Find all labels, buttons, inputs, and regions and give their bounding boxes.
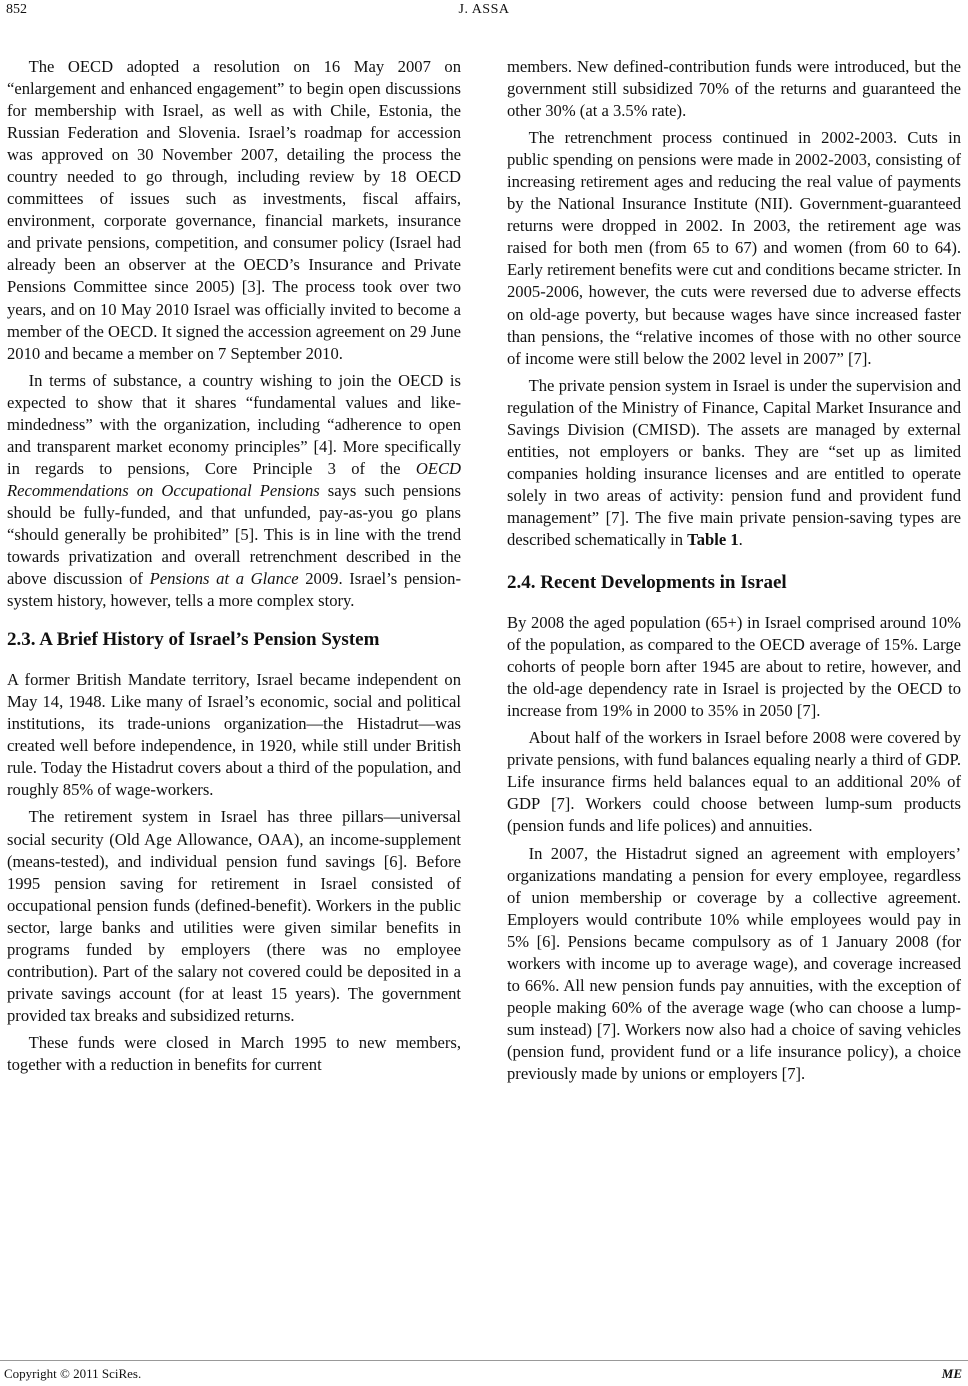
journal-abbreviation: ME <box>941 1366 962 1381</box>
paragraph: members. New defined-contribution funds were introduced, but the government still subsidized 70% of the returns and guaranteed the other 30% (at a 3.5% rate). <box>507 57 961 121</box>
paragraph: About half of the workers in Israel before 2008 were covered by private pensions, with fund balances equaling nearly a third of GDP. Life insurance firms held balances equal to an additional 20% of GDP [7]. Workers could choose between lump-sum products (pension funds and life polices) and annuities. <box>507 728 961 836</box>
paragraph: The OECD adopted a resolution on 16 May 2007 on “enlargement and enhanced engagement” to begin open discussions for membership with Israel, as well as with Chile, Estonia, the Russian Federation and Slovenia. Israel’s roadmap for accession was approved on 30 November 2007, detailing the process the country needed to go through, including review by 18 OECD committees of issues such as investments, fiscal affairs, environment, corporate governance, financial markets, insurance and private pensions, competition, and consumer policy (Israel had already been an observer at the OECD’s Insurance and Private Pensions Committee since 2005) [3]. The process took over two years, and on 10 May 2010 Israel was officially invited to become a member of the OECD. It signed the accession agreement on 29 June 2010 and became a member on 7 September 2010. <box>7 57 461 363</box>
paragraph: The private pension system in Israel is under the supervision and regulation of the Ministry of Finance, Capital Market Insurance and Savings Division (CMISD). The assets are managed by external entities, not employers or banks. They are “set up as limited companies holding insurance licenses and are entitled to operate solely in two areas of activity: pension fund and provident fund management” [7]. The five main private pension-saving types are described schematically in Table 1. <box>507 375 961 549</box>
paragraph: In terms of substance, a country wishing to join the OECD is expected to show that it shares “fundamental values and like-mindedness” with the organization, including “adherence to open and transparent market economy principles” [4]. More specifically in regards to pensions, Core Principle 3 of the OECD Recommendations on Occupational Pensions says such pensions should be fully-funded, and that unfunded, pay-as-you go plans “should generally be prohibited” [5]. This is in line with the trend towards privatization and overall retrenchment described in the above discussion of Pensions at a Glance 2009. Israel’s pension-system history, however, tells a more complex story. <box>7 370 461 611</box>
section-heading: 2.4. Recent Developments in Israel <box>507 572 787 594</box>
footer-divider <box>0 1360 968 1361</box>
table-reference: Table 1 <box>687 529 739 549</box>
left-column <box>7 56 461 1081</box>
page-number: 852 <box>6 2 27 17</box>
citation-title: Pensions at a Glance <box>149 569 299 589</box>
paragraph: The retrenchment process continued in 2002-2003. Cuts in public spending on pensions were made in 2002-2003, consisting of increasing retirement ages and reducing the real value of payments by the National Insurance Institute (NII). Government-guaranteed returns were dropped in 2002. In 2003, the retirement age was raised for both men (from 65 to 67) and women (from 60 to 64). Early retirement benefits were cut and conditions became stricter. In 2005-2006, however, the cuts were reversed due to adverse effects on old-age poverty, but because wages have since increased faster than pensions, the “relative incomes of those with no other source of income were still below the 2002 level in 2007” [7]. <box>507 128 961 368</box>
running-head-author: J. ASSA <box>458 2 510 17</box>
right-column <box>507 56 961 1090</box>
paragraph: A former British Mandate territory, Israel became independent on May 14, 1948. Like many of Israel’s economic, social and political institutions, its trade-unions organization—the Histadrut—was created well before independence, in 1920, while still under British rule. Today the Histadrut covers about a third of the population, and roughly 85% of wage-workers. <box>7 670 461 800</box>
section-heading: 2.3. A Brief History of Israel’s Pension System <box>7 629 380 651</box>
copyright-notice: Copyright © 2011 SciRes. <box>4 1366 142 1381</box>
paragraph: These funds were closed in March 1995 to new members, together with a reduction in benefits for current <box>7 1032 461 1074</box>
paragraph: The retirement system in Israel has three pillars—universal social security (Old Age Allowance, OAA), an income-supplement (means-tested), and individual pension fund savings [6]. Before 1995 pension saving for retirement in Israel consisted of occupational pension funds (defined-benefit). Workers in the public sector, large banks and utilities were given similar benefits in programs funded by employers (there was no employee contribution). Part of the salary not covered could be deposited in a private savings account (for at least 15 years). The government provided tax breaks and subsidized returns. <box>7 807 461 1025</box>
paragraph: By 2008 the aged population (65+) in Israel comprised around 10% of the population, as compared to the OECD average of 15%. Large cohorts of people born after 1945 are about to retire, however, and the old-age dependency rate in Israel is projected by the OECD to increase from 19% in 2000 to 35% in 2050 [7]. <box>507 613 961 721</box>
paragraph: In 2007, the Histadrut signed an agreement with employers’ organizations mandating a pension for every employee, regardless of union membership or coverage by a collective agreement. Employers would contribute 10% while employees would pay in 5% [6]. Pensions became compulsory as of 1 January 2008 (for workers with income up to average wage), and coverage increased to 66%. All new pension funds pay annuities, with the exception of people making 60% of the average wage (who can choose a lump-sum instead) [7]. Workers now also had a choice of saving vehicles (pension fund, provident fund or a life insurance policy), a choice previously made by unions or employers [7]. <box>507 843 961 1083</box>
citation-title: OECD Recommendations on Occupational Pensions <box>7 458 461 500</box>
